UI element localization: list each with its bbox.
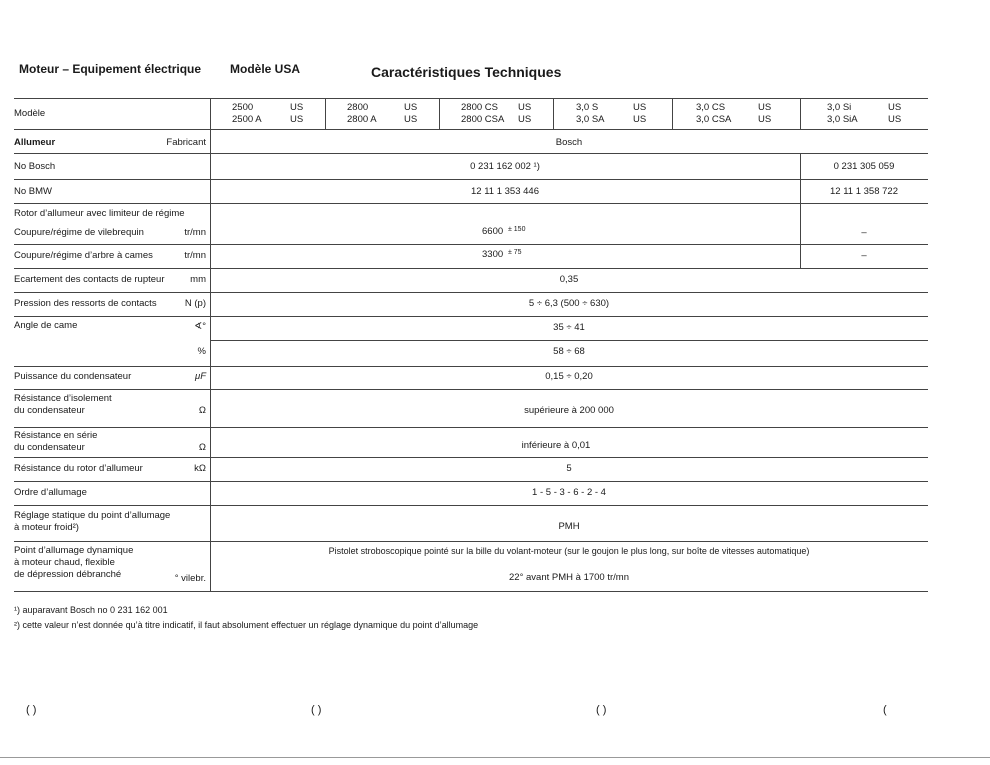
dynamique-label-2: à moteur chaud, flexible (14, 557, 115, 568)
model-30csa-market: US (758, 114, 772, 125)
coupure-cames-si-value: – (861, 250, 867, 261)
coupure-vilebrequin-si-value: – (861, 227, 867, 238)
model-30s: 3,0 S (576, 102, 599, 113)
angle-came-unit-deg: ∢° (194, 321, 206, 332)
serie-label-2: du condensateur (14, 442, 85, 453)
coupure-cames-tolerance: ± 75 (508, 249, 522, 256)
coupure-cames-label: Coupure/régime d’arbre à cames (14, 250, 153, 261)
model-2500: 2500 (232, 102, 254, 113)
coupure-cames-value: 3300 (482, 249, 504, 260)
bottom-mark-1: ( ) (26, 704, 37, 716)
section-title: Moteur – Equipement électrique (19, 62, 202, 76)
statique-label-2: à moteur froid²) (14, 522, 79, 533)
dynamique-unit: ° vilebr. (174, 573, 206, 584)
coupure-cames-unit: tr/mn (184, 250, 206, 261)
model-2800a: 2800 A (347, 114, 377, 125)
model-30s-market: US (633, 102, 647, 113)
ordre-label: Ordre d’allumage (14, 487, 87, 498)
isolement-value: supérieure à 200 000 (524, 405, 614, 416)
pression-label: Pression des ressorts de contacts (14, 298, 157, 309)
no-bmw-label: No BMW (14, 186, 52, 197)
ordre-value: 1 - 5 - 3 - 6 - 2 - 4 (532, 487, 606, 498)
model-30sa-market: US (633, 114, 647, 125)
rotor-resistance-unit: kΩ (194, 463, 206, 474)
dynamique-label-1: Point d’allumage dynamique (14, 545, 134, 556)
model-30sa: 3,0 SA (576, 114, 605, 125)
ecartement-unit: mm (190, 274, 206, 285)
model-30csa: 3,0 CSA (696, 114, 732, 125)
model-30si: 3,0 Si (827, 102, 852, 113)
model-2800cs-market: US (518, 102, 532, 113)
rotor-resistance-label: Résistance du rotor d’allumeur (14, 463, 143, 474)
footnote-2: ²) cette valeur n’est donnée qu’à titre indicatif, il faut absolument effectuer un réglage dynamique du point d’allumage (14, 620, 479, 630)
isolement-label-1: Résistance d’isolement (14, 393, 112, 404)
condensateur-value: 0,15 ÷ 0,20 (545, 371, 593, 382)
model-30sia: 3,0 SiA (827, 114, 858, 125)
no-bosch-label: No Bosch (14, 161, 56, 172)
model-30si-market: US (888, 102, 902, 113)
allumeur-unit: Fabricant (166, 137, 206, 148)
rotor-resistance-value: 5 (566, 463, 572, 474)
isolement-label-2: du condensateur (14, 405, 85, 416)
coupure-vilebrequin-tolerance: ± 150 (508, 226, 526, 233)
allumeur-value: Bosch (555, 137, 583, 148)
model-2800-market: US (404, 102, 418, 113)
serie-unit: Ω (198, 442, 206, 453)
condensateur-unit: μF (194, 371, 206, 382)
ecartement-label: Ecartement des contacts de rupteur (14, 274, 165, 285)
isolement-unit: Ω (198, 405, 206, 416)
dynamique-label-3: de dépression débranché (14, 569, 122, 580)
model-2800: 2800 (347, 102, 369, 113)
model-2500a: 2500 A (232, 114, 262, 125)
angle-came-unit-pct: % (197, 346, 206, 357)
model-2800cs: 2800 CS (461, 102, 498, 113)
angle-came-label: Angle de came (14, 320, 78, 331)
pression-unit: N (p) (184, 298, 206, 309)
model-line: Modèle USA (230, 62, 301, 76)
rotor-limiteur-label: Rotor d’allumeur avec limiteur de régime (14, 208, 185, 219)
bottom-mark-3: ( ) (596, 704, 607, 716)
model-2800a-market: US (404, 114, 418, 125)
bottom-mark-2: ( ) (311, 704, 322, 716)
no-bosch-value: 0 231 162 002 ¹) (470, 161, 540, 172)
serie-value: inférieure à 0,01 (521, 440, 591, 451)
condensateur-label: Puissance du condensateur (14, 371, 132, 382)
coupure-vilebrequin-unit: tr/mn (184, 227, 206, 238)
bottom-rule (0, 757, 990, 758)
coupure-vilebrequin-value: 6600 (482, 226, 504, 237)
allumeur-label: Allumeur (14, 137, 56, 148)
angle-came-value-deg: 35 ÷ 41 (553, 322, 585, 333)
pression-value: 5 ÷ 6,3 (500 ÷ 630) (528, 298, 610, 309)
model-row-label: Modèle (14, 108, 46, 119)
model-2800csa: 2800 CSA (461, 114, 505, 125)
statique-value: PMH (558, 521, 580, 532)
ecartement-value: 0,35 (559, 274, 579, 285)
dynamique-value-1: Pistolet stroboscopique pointé sur la bille du volant-moteur (sur le goujon le plus long, sur boîte de vitesses automatique) (328, 546, 810, 556)
no-bmw-value: 12 11 1 353 446 (471, 186, 539, 197)
no-bmw-si-value: 12 11 1 358 722 (830, 186, 898, 197)
model-2800csa-market: US (518, 114, 532, 125)
statique-label-1: Réglage statique du point d’allumage (14, 510, 171, 521)
model-30sia-market: US (888, 114, 902, 125)
model-30cs-market: US (758, 102, 772, 113)
page-title: Caractéristiques Techniques (371, 64, 562, 80)
serie-label-1: Résistance en série (14, 430, 98, 441)
coupure-vilebrequin-label: Coupure/régime de vilebrequin (14, 227, 144, 238)
no-bosch-si-value: 0 231 305 059 (833, 161, 895, 172)
bottom-mark-4: ( (883, 704, 887, 716)
model-2500a-market: US (290, 114, 304, 125)
footnote-1: ¹) auparavant Bosch no 0 231 162 001 (14, 605, 168, 615)
angle-came-value-pct: 58 ÷ 68 (553, 346, 585, 357)
model-30cs: 3,0 CS (696, 102, 726, 113)
dynamique-value-2: 22° avant PMH à 1700 tr/mn (509, 572, 629, 583)
model-2500-market: US (290, 102, 304, 113)
